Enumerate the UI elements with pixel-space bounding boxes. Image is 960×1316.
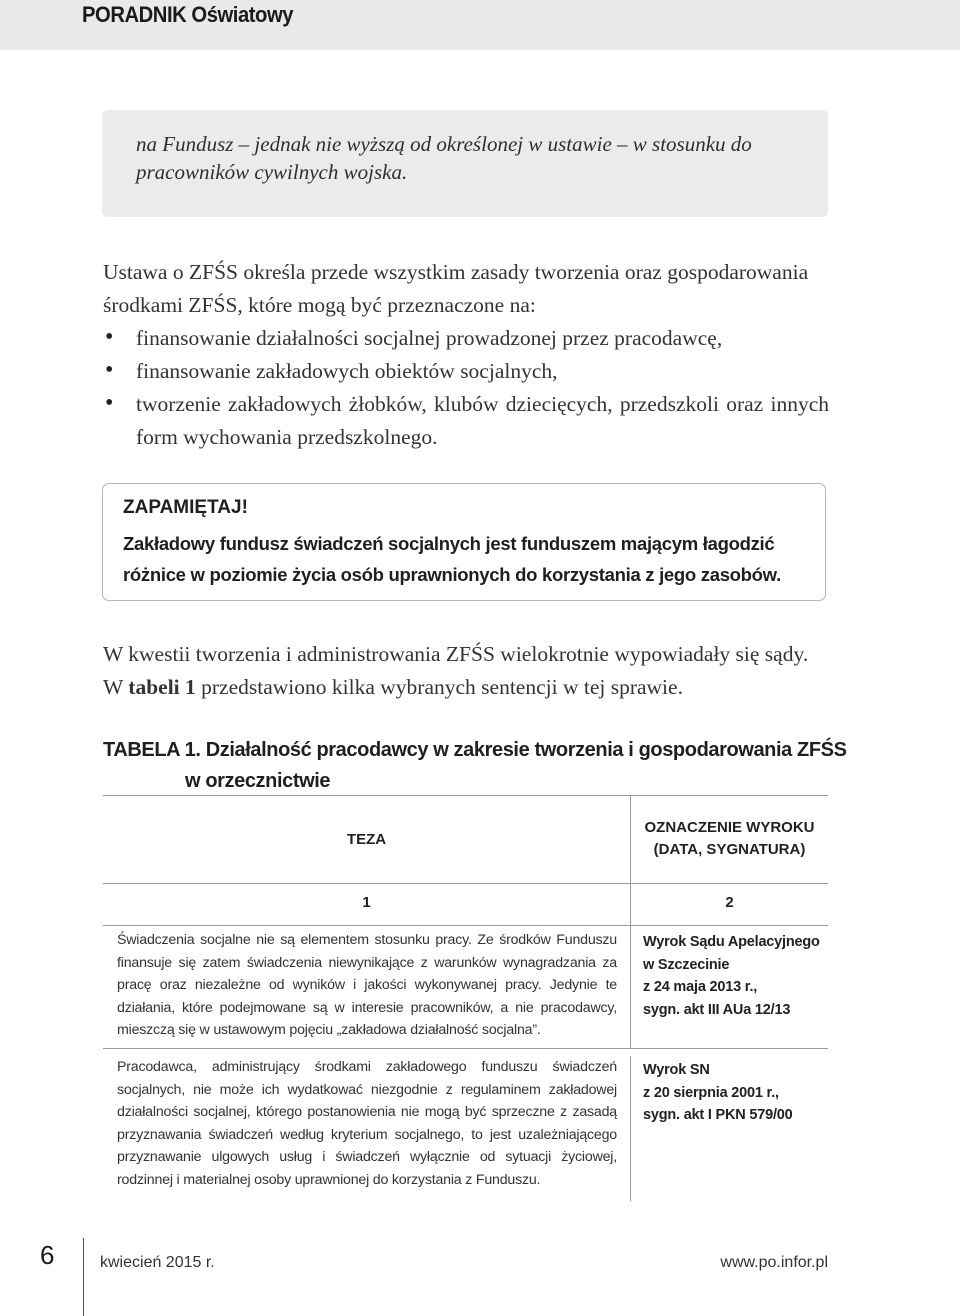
column-header-line: (DATA, SYGNATURA) xyxy=(653,841,806,858)
thesis-cell: Świadczenia socjalne nie są elementem stosunku pracy. Ze środków Funduszu finansuje się zatem świadczenia niewynikające z warunków wynagradzania za pracę oraz niezależne od wyników i jakości wykonywanej pracy. Jedynie te działania, które podejmowane są w interesie pracowników, a nie pracodawcy, mieszczą się w ustawowym pojęciu „zakładowa działalność socjalna”. xyxy=(117,932,617,1038)
paragraph-text: przedstawiono kilka wybranych sentencji w tej sprawie. xyxy=(195,675,683,699)
intro-paragraph: Ustawa o ZFŚS określa przede wszystkim zasady tworzenia oraz gospodarowania środkami ZFŚS, które mogą być przeznaczone na: xyxy=(103,260,809,317)
ruling-line: sygn. akt I PKN 579/00 xyxy=(643,1107,793,1123)
column-divider xyxy=(630,925,631,1048)
page-header xyxy=(0,0,960,50)
table-number-row xyxy=(103,883,828,925)
column-header-line: OZNACZENIE WYROKU xyxy=(644,819,815,836)
column-number: 1 xyxy=(362,894,371,911)
issue-date: kwiecień 2015 r. xyxy=(100,1254,215,1271)
ruling-cell xyxy=(643,931,823,1021)
ruling-line: sygn. akt III AUa 12/13 xyxy=(643,1001,791,1018)
list-item: • tworzenie zakładowych żłobków, klubów dziecięcych, przedszkoli oraz innych form wychowania przedszkolnego. xyxy=(103,388,829,454)
table-title-line2: w orzecznictwie xyxy=(185,770,331,792)
remember-box xyxy=(102,483,826,601)
column-number: 2 xyxy=(725,894,734,911)
ruling-cell xyxy=(643,1059,823,1127)
table-caption xyxy=(103,735,847,797)
column-divider xyxy=(630,795,631,883)
table-header-row xyxy=(103,795,828,883)
ruling-line: Wyrok SN xyxy=(643,1062,710,1078)
ruling-line: z 20 sierpnia 2001 r., xyxy=(643,1084,779,1101)
publication-title: PORADNIK Oświatowy xyxy=(82,2,294,27)
ruling-line: z 24 maja 2013 r., xyxy=(643,979,758,995)
table-row-divider xyxy=(103,1048,828,1049)
purpose-list xyxy=(103,322,829,454)
thesis-cell: Pracodawca, administrujący środkami zakładowego funduszu świadczeń socjalnych, nie może ich wydatkować niezgodnie z regulaminem zakładowej działalności socjalnej, którego postanowienia nie mogą być sprzeczne z zasadą przyznawania świadczeń według kryterium socjalnego, to jest uzależniającego przyznawanie ulgowych usług i świadczeń wyłącznie od sytuacji życiowej, rodzinnej i materialnej osoby uprawnionej do korzystania z Funduszu. xyxy=(117,1059,617,1188)
list-item: • finansowanie zakładowych obiektów socjalnych, xyxy=(103,355,829,388)
table-label: TABELA 1. xyxy=(103,739,201,761)
quote-text: na Fundusz – jednak nie wyższą od określonej w ustawie – w stosunku do pracowników cywilnych wojska. xyxy=(136,132,752,184)
list-item: • finansowanie działalności socjalnej prowadzonej przez pracodawcę, xyxy=(103,322,829,355)
column-divider xyxy=(630,883,631,925)
column-divider xyxy=(630,1056,631,1201)
website-link[interactable]: www.po.infor.pl xyxy=(720,1254,828,1271)
table-title-line1: Działalność pracodawcy w zakresie tworzenia i gospodarowania ZFŚS xyxy=(205,739,847,761)
quote-box xyxy=(102,110,828,217)
footer-divider xyxy=(83,1238,84,1316)
ruling-line: Wyrok Sądu Apelacyjnego xyxy=(643,934,820,950)
table-reference[interactable]: tabeli 1 xyxy=(128,675,196,699)
remember-text: Zakładowy fundusz świadczeń socjalnych jest funduszem mającym łagodzić różnice w poziomie życia osób uprawnionych do korzystania z jego zasobów. xyxy=(123,533,781,585)
column-header-thesis: TEZA xyxy=(346,831,387,848)
remember-label: ZAPAMIĘTAJ! xyxy=(123,497,248,518)
column-header-ruling xyxy=(631,817,828,861)
intro-section xyxy=(103,256,829,454)
paragraph-text: W kwestii tworzenia i administrowania ZFŚS wielokrotnie wypowiadały się sądy. W xyxy=(103,642,809,699)
ruling-line: w Szczecinie xyxy=(643,956,730,973)
court-rulings-paragraph xyxy=(103,638,829,704)
page-number: 6 xyxy=(40,1240,55,1270)
table-row-divider xyxy=(103,925,828,926)
